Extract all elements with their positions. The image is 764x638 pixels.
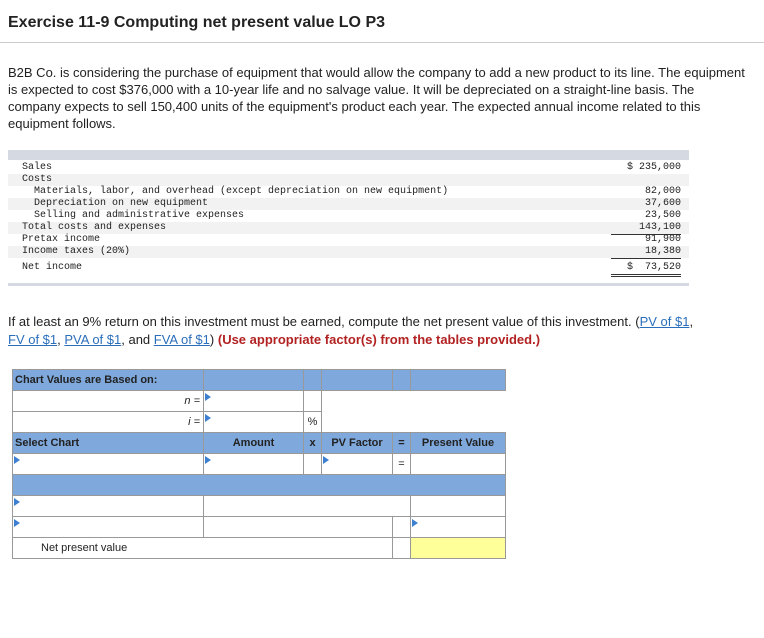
question-text: If at least an 9% return on this investment must be earned, compute the net present value of this investment. (PV of $1, FV of $1, PVA of $1, and FVA of $1) (Use appropriate factor(s) from the tables provided.) bbox=[8, 314, 694, 347]
select-chart-dropdown[interactable] bbox=[13, 517, 204, 538]
income-statement bbox=[8, 150, 689, 286]
equals-sign: = bbox=[393, 454, 411, 475]
fva-of-1-link[interactable]: FVA of $1 bbox=[153, 332, 210, 347]
pv-factor-header: PV Factor bbox=[322, 433, 393, 454]
pv-of-1-link[interactable]: PV of $1 bbox=[639, 314, 690, 329]
page-title: Exercise 11-9 Computing net present value LO P3 bbox=[8, 14, 386, 31]
n-row bbox=[13, 391, 506, 412]
pva-of-1-link[interactable]: PVA of $1 bbox=[64, 332, 122, 347]
worksheet-entry-row-2 bbox=[13, 517, 506, 538]
title-divider bbox=[0, 42, 764, 43]
net-present-value-row bbox=[13, 538, 506, 559]
dropdown-arrow-icon bbox=[323, 456, 329, 464]
worksheet-entry-row bbox=[13, 454, 506, 475]
pv-factor-input[interactable] bbox=[322, 454, 393, 475]
i-input[interactable] bbox=[204, 412, 304, 433]
present-value-input[interactable] bbox=[411, 454, 506, 475]
dropdown-arrow-icon bbox=[205, 414, 211, 422]
dropdown-arrow-icon bbox=[14, 519, 20, 527]
worksheet-blank-row bbox=[13, 496, 506, 517]
dropdown-arrow-icon bbox=[14, 456, 20, 464]
amount-input[interactable] bbox=[204, 454, 304, 475]
select-chart-header: Select Chart bbox=[13, 433, 204, 454]
n-input[interactable] bbox=[204, 391, 304, 412]
worksheet-header-row-1 bbox=[13, 370, 506, 391]
instruction-text: (Use appropriate factor(s) from the tables provided.) bbox=[217, 332, 541, 347]
net-present-value-label: Net present value bbox=[13, 538, 393, 559]
income-statement-top-band bbox=[8, 150, 689, 160]
net-present-value-input[interactable] bbox=[411, 538, 506, 559]
worksheet-column-header-row bbox=[13, 433, 506, 454]
fv-of-1-link[interactable]: FV of $1 bbox=[8, 332, 58, 347]
income-row-pretax: Pretax income 91,900 bbox=[22, 234, 681, 245]
income-row-total-costs: Total costs and expenses 143,100 bbox=[8, 222, 689, 234]
select-chart-dropdown[interactable] bbox=[13, 496, 204, 517]
n-label: n = bbox=[13, 391, 204, 412]
income-row-selling-admin: Selling and administrative expenses 23,500 bbox=[22, 210, 681, 221]
chart-values-label: Chart Values are Based on: bbox=[13, 370, 204, 391]
percent-sign: % bbox=[304, 412, 322, 433]
select-chart-dropdown[interactable] bbox=[13, 454, 204, 475]
equals-sign: = bbox=[393, 433, 411, 454]
income-row-depreciation: Depreciation on new equipment 37,600 bbox=[8, 198, 689, 210]
amount-header: Amount bbox=[204, 433, 304, 454]
income-row-taxes: Income taxes (20%) 18,380 bbox=[8, 246, 689, 258]
times-sign: x bbox=[304, 433, 322, 454]
income-row-sales: Sales $ 235,000 bbox=[22, 162, 681, 173]
present-value-header: Present Value bbox=[411, 433, 506, 454]
i-row bbox=[13, 412, 506, 433]
dropdown-arrow-icon bbox=[205, 456, 211, 464]
dropdown-arrow-icon bbox=[14, 498, 20, 506]
dropdown-arrow-icon bbox=[412, 519, 418, 527]
income-statement-bottom-band bbox=[8, 283, 689, 286]
present-value-input[interactable] bbox=[411, 517, 506, 538]
worksheet-blue-spacer-row bbox=[13, 475, 506, 496]
npv-worksheet bbox=[12, 369, 506, 559]
dropdown-arrow-icon bbox=[205, 393, 211, 401]
income-row-net-income: Net income $ 73,520 bbox=[8, 262, 689, 274]
income-row-materials: Materials, labor, and overhead (except depreciation on new equipment) 82,000 bbox=[22, 186, 681, 197]
problem-description: B2B Co. is considering the purchase of equipment that would allow the company to add a new product to its line. The equipment is expected to cost $376,000 with a 10-year life and no salvage value. It will be depreciated on a straight-line basis. The company expects to sell 150,400 units of the equipment's product each year. The expected annual income related to this equipment follows. bbox=[8, 65, 745, 131]
income-row-costs: Costs bbox=[8, 174, 689, 186]
i-label: i = bbox=[13, 412, 204, 433]
